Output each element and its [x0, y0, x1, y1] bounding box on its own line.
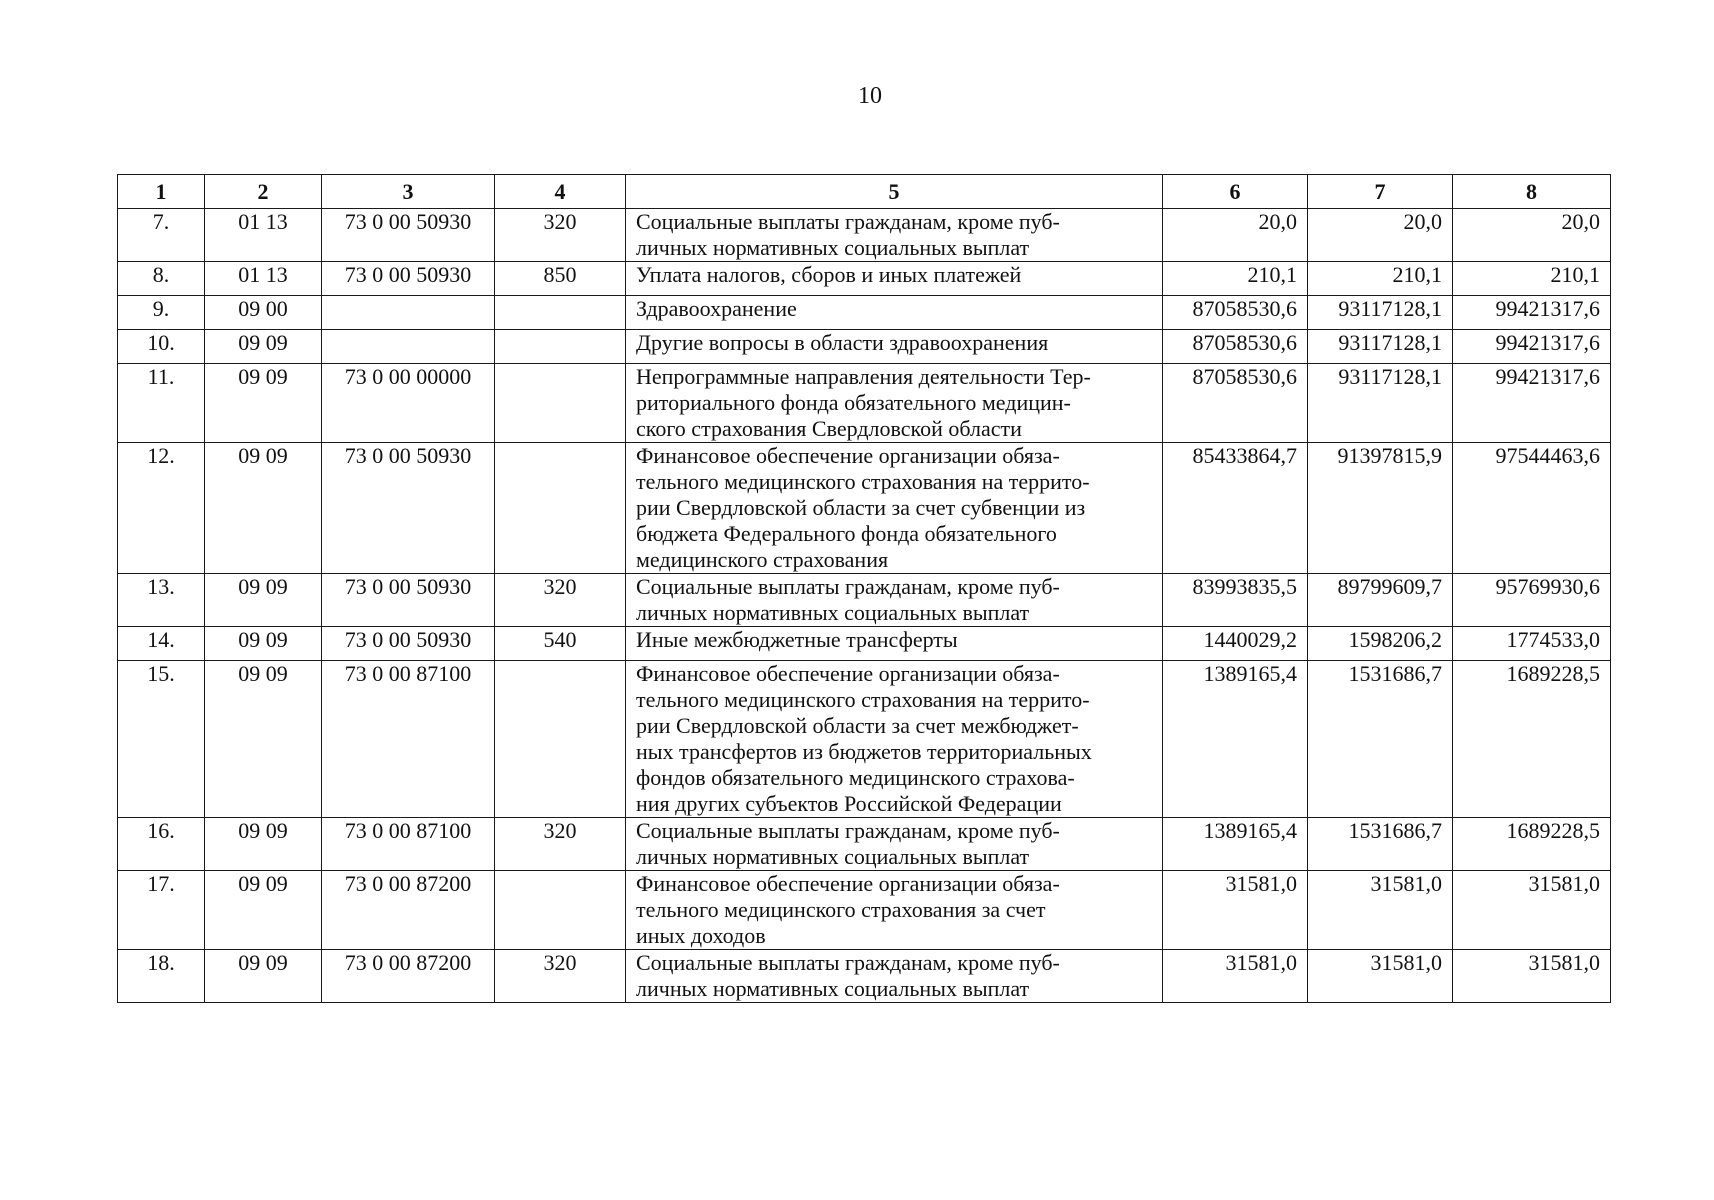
amount-col8-cell: 95769930,6: [1453, 574, 1611, 627]
expense-type-cell: 320: [495, 950, 626, 1003]
target-article-cell: 73 0 00 50930: [322, 627, 495, 661]
item-name-line: личных нормативных социальных выплат: [636, 235, 1030, 260]
amount-col8-cell: 1689228,5: [1453, 818, 1611, 871]
target-article-cell: 73 0 00 87100: [322, 661, 495, 818]
amount-col6-cell: 87058530,6: [1163, 330, 1308, 364]
amount-col8-cell: 31581,0: [1453, 871, 1611, 950]
row-number-cell: 10.: [118, 330, 205, 364]
item-name-line: Социальные выплаты гражданам, кроме пуб-: [636, 818, 1060, 843]
item-name-line: тельного медицинского страхования на террито-: [636, 687, 1090, 712]
amount-col7-cell: 93117128,1: [1308, 364, 1453, 443]
amount-col7-cell: 1531686,7: [1308, 661, 1453, 818]
table-row: [118, 209, 1611, 262]
amount-col8-cell: 1774533,0: [1453, 627, 1611, 661]
item-name-cell: [626, 818, 1163, 871]
budget-table: [117, 174, 1611, 1003]
expense-type-cell: 320: [495, 818, 626, 871]
item-name-cell: [626, 661, 1163, 818]
amount-col8-cell: 210,1: [1453, 262, 1611, 296]
section-code-cell: 09 09: [205, 574, 322, 627]
item-name-line: тельного медицинского страхования за счет: [636, 897, 1046, 922]
row-number-cell: 8.: [118, 262, 205, 296]
item-name-line: Финансовое обеспечение организации обяза-: [636, 871, 1060, 896]
expense-type-cell: [495, 330, 626, 364]
amount-col8-cell: 1689228,5: [1453, 661, 1611, 818]
item-name-line: Уплата налогов, сборов и иных платежей: [636, 262, 1022, 287]
item-name-cell: [626, 871, 1163, 950]
table-body: [118, 209, 1611, 1003]
item-name-line: Финансовое обеспечение организации обяза-: [636, 443, 1060, 468]
item-name-line: ных трансфертов из бюджетов территориальных: [636, 739, 1092, 764]
amount-col7-cell: 93117128,1: [1308, 330, 1453, 364]
target-article-cell: 73 0 00 00000: [322, 364, 495, 443]
table-row: [118, 574, 1611, 627]
amount-col6-cell: 1389165,4: [1163, 818, 1308, 871]
item-name-line: иных доходов: [636, 923, 766, 948]
amount-col7-cell: 1531686,7: [1308, 818, 1453, 871]
expense-type-cell: [495, 296, 626, 330]
amount-col6-cell: 83993835,5: [1163, 574, 1308, 627]
item-name-cell: [626, 296, 1163, 330]
table-row: [118, 364, 1611, 443]
item-name-cell: [626, 627, 1163, 661]
expense-type-cell: 540: [495, 627, 626, 661]
item-name-line: Социальные выплаты гражданам, кроме пуб-: [636, 950, 1060, 975]
expense-type-cell: [495, 661, 626, 818]
amount-col7-cell: 91397815,9: [1308, 443, 1453, 574]
item-name-line: Здравоохранение: [636, 296, 797, 321]
amount-col8-cell: 99421317,6: [1453, 330, 1611, 364]
item-name-line: рии Свердловской области за счет субвенции из: [636, 495, 1086, 520]
expense-type-cell: 850: [495, 262, 626, 296]
amount-col6-cell: 31581,0: [1163, 871, 1308, 950]
row-number-cell: 16.: [118, 818, 205, 871]
table-row: [118, 296, 1611, 330]
section-code-cell: 09 00: [205, 296, 322, 330]
header-col-8: 8: [1453, 175, 1611, 209]
header-col-7: 7: [1308, 175, 1453, 209]
table-row: [118, 661, 1611, 818]
item-name-line: фондов обязательного медицинского страхова-: [636, 765, 1075, 790]
item-name-line: рии Свердловской области за счет межбюджет-: [636, 713, 1079, 738]
header-col-6: 6: [1163, 175, 1308, 209]
section-code-cell: 09 09: [205, 627, 322, 661]
amount-col6-cell: 31581,0: [1163, 950, 1308, 1003]
amount-col8-cell: 99421317,6: [1453, 296, 1611, 330]
target-article-cell: 73 0 00 50930: [322, 209, 495, 262]
header-col-4: 4: [495, 175, 626, 209]
amount-col6-cell: 20,0: [1163, 209, 1308, 262]
item-name-line: тельного медицинского страхования на террито-: [636, 469, 1090, 494]
target-article-cell: 73 0 00 50930: [322, 262, 495, 296]
page-number: 10: [858, 83, 882, 109]
header-col-5: 5: [626, 175, 1163, 209]
section-code-cell: 09 09: [205, 364, 322, 443]
amount-col7-cell: 31581,0: [1308, 871, 1453, 950]
item-name-cell: [626, 209, 1163, 262]
amount-col6-cell: 87058530,6: [1163, 296, 1308, 330]
target-article-cell: 73 0 00 87100: [322, 818, 495, 871]
row-number-cell: 7.: [118, 209, 205, 262]
item-name-line: Социальные выплаты гражданам, кроме пуб-: [636, 209, 1060, 234]
row-number-cell: 12.: [118, 443, 205, 574]
item-name-line: риториального фонда обязательного медицин-: [636, 390, 1071, 415]
target-article-cell: 73 0 00 50930: [322, 443, 495, 574]
row-number-cell: 17.: [118, 871, 205, 950]
row-number-cell: 13.: [118, 574, 205, 627]
header-col-2: 2: [205, 175, 322, 209]
table-row: [118, 818, 1611, 871]
amount-col8-cell: 99421317,6: [1453, 364, 1611, 443]
amount-col6-cell: 1440029,2: [1163, 627, 1308, 661]
item-name-line: Другие вопросы в области здравоохранения: [636, 330, 1049, 355]
item-name-cell: [626, 262, 1163, 296]
header-col-1: 1: [118, 175, 205, 209]
amount-col7-cell: 31581,0: [1308, 950, 1453, 1003]
item-name-line: ского страхования Свердловской области: [636, 416, 1022, 441]
item-name-cell: [626, 364, 1163, 443]
amount-col7-cell: 89799609,7: [1308, 574, 1453, 627]
amount-col6-cell: 87058530,6: [1163, 364, 1308, 443]
expense-type-cell: [495, 871, 626, 950]
section-code-cell: 09 09: [205, 330, 322, 364]
table-row: [118, 627, 1611, 661]
amount-col7-cell: 1598206,2: [1308, 627, 1453, 661]
table-row: [118, 443, 1611, 574]
item-name-line: бюджета Федерального фонда обязательного: [636, 521, 1057, 546]
amount-col7-cell: 210,1: [1308, 262, 1453, 296]
expense-type-cell: [495, 364, 626, 443]
item-name-line: личных нормативных социальных выплат: [636, 976, 1030, 1001]
item-name-line: Социальные выплаты гражданам, кроме пуб-: [636, 574, 1060, 599]
expense-type-cell: [495, 443, 626, 574]
item-name-line: ния других субъектов Российской Федерации: [636, 791, 1062, 816]
table-row: [118, 950, 1611, 1003]
section-code-cell: 09 09: [205, 950, 322, 1003]
table-row: [118, 871, 1611, 950]
amount-col8-cell: 20,0: [1453, 209, 1611, 262]
table-row: [118, 262, 1611, 296]
item-name-line: личных нормативных социальных выплат: [636, 844, 1030, 869]
table-row: [118, 330, 1611, 364]
target-article-cell: [322, 296, 495, 330]
amount-col7-cell: 20,0: [1308, 209, 1453, 262]
item-name-cell: [626, 574, 1163, 627]
amount-col8-cell: 31581,0: [1453, 950, 1611, 1003]
expense-type-cell: 320: [495, 574, 626, 627]
header-col-3: 3: [322, 175, 495, 209]
item-name-cell: [626, 330, 1163, 364]
target-article-cell: 73 0 00 87200: [322, 950, 495, 1003]
expense-type-cell: 320: [495, 209, 626, 262]
target-article-cell: 73 0 00 87200: [322, 871, 495, 950]
amount-col6-cell: 210,1: [1163, 262, 1308, 296]
header-row: [118, 175, 1611, 209]
section-code-cell: 09 09: [205, 818, 322, 871]
amount-col7-cell: 93117128,1: [1308, 296, 1453, 330]
item-name-line: Иные межбюджетные трансферты: [636, 627, 958, 652]
row-number-cell: 15.: [118, 661, 205, 818]
amount-col6-cell: 85433864,7: [1163, 443, 1308, 574]
item-name-line: личных нормативных социальных выплат: [636, 600, 1030, 625]
item-name-line: Финансовое обеспечение организации обяза-: [636, 661, 1060, 686]
section-code-cell: 09 09: [205, 661, 322, 818]
row-number-cell: 14.: [118, 627, 205, 661]
row-number-cell: 18.: [118, 950, 205, 1003]
row-number-cell: 11.: [118, 364, 205, 443]
target-article-cell: 73 0 00 50930: [322, 574, 495, 627]
section-code-cell: 09 09: [205, 443, 322, 574]
section-code-cell: 09 09: [205, 871, 322, 950]
item-name-line: медицинского страхования: [636, 547, 889, 572]
item-name-cell: [626, 443, 1163, 574]
target-article-cell: [322, 330, 495, 364]
amount-col8-cell: 97544463,6: [1453, 443, 1611, 574]
amount-col6-cell: 1389165,4: [1163, 661, 1308, 818]
item-name-cell: [626, 950, 1163, 1003]
item-name-line: Непрограммные направления деятельности Тер-: [636, 364, 1091, 389]
row-number-cell: 9.: [118, 296, 205, 330]
section-code-cell: 01 13: [205, 209, 322, 262]
section-code-cell: 01 13: [205, 262, 322, 296]
